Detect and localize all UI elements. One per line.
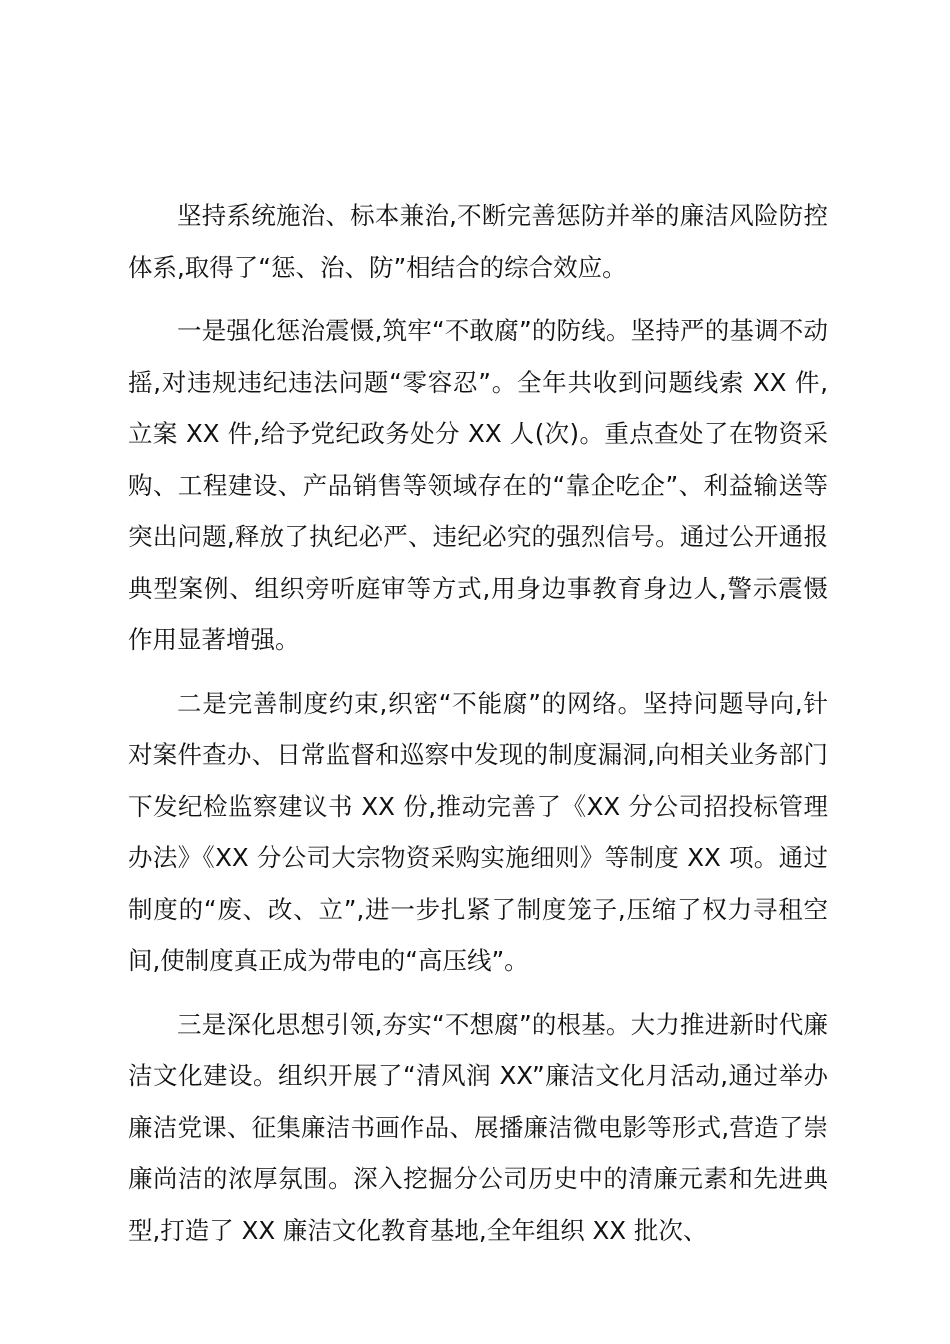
paragraph-institution: 二是完善制度约束,织密“不能腐”的网络。坚持问题导向,针对案件查办、日常监督和巡察中发现的制度漏洞,向相关业务部门下发纪检监察建议书 XX 份,推动完善了《XX 分公司招投标管理办法》《XX 分公司大宗物资采购实施细则》等制度 XX 项。通过制度的“废、改、立”,进一步扎紧了制度笼子,压缩了权力寻租空间,使制度真正成为带电的“高压线”。 (128, 688, 828, 975)
document-body (128, 190, 828, 1268)
paragraph-ideology: 三是深化思想引领,夯实“不想腐”的根基。大力推进新时代廉洁文化建设。组织开展了“清风润 XX”廉洁文化月活动,通过举办廉洁党课、征集廉洁书画作品、展播廉洁微电影等形式,营造了崇廉尚洁的浓厚氛围。深入挖掘分公司历史中的清廉元素和先进典型,打造了 XX 廉洁文化教育基地,全年组织 XX 批次、 (128, 1009, 828, 1245)
paragraph-punishment: 一是强化惩治震慑,筑牢“不敢腐”的防线。坚持严的基调不动摇,对违规违纪违法问题“零容忍”。全年共收到问题线索 XX 件,立案 XX 件,给予党纪政务处分 XX 人(次)。重点查处了在物资采购、工程建设、产品销售等领域存在的“靠企吃企”、利益输送等突出问题,释放了执纪必严、违纪必究的强烈信号。通过公开通报典型案例、组织旁听庭审等方式,用身边事教育身边人,警示震慑作用显著增强。 (128, 316, 828, 654)
paragraph-intro: 坚持系统施治、标本兼治,不断完善惩防并举的廉洁风险防控体系,取得了“惩、治、防”相结合的综合效应。 (128, 201, 828, 282)
